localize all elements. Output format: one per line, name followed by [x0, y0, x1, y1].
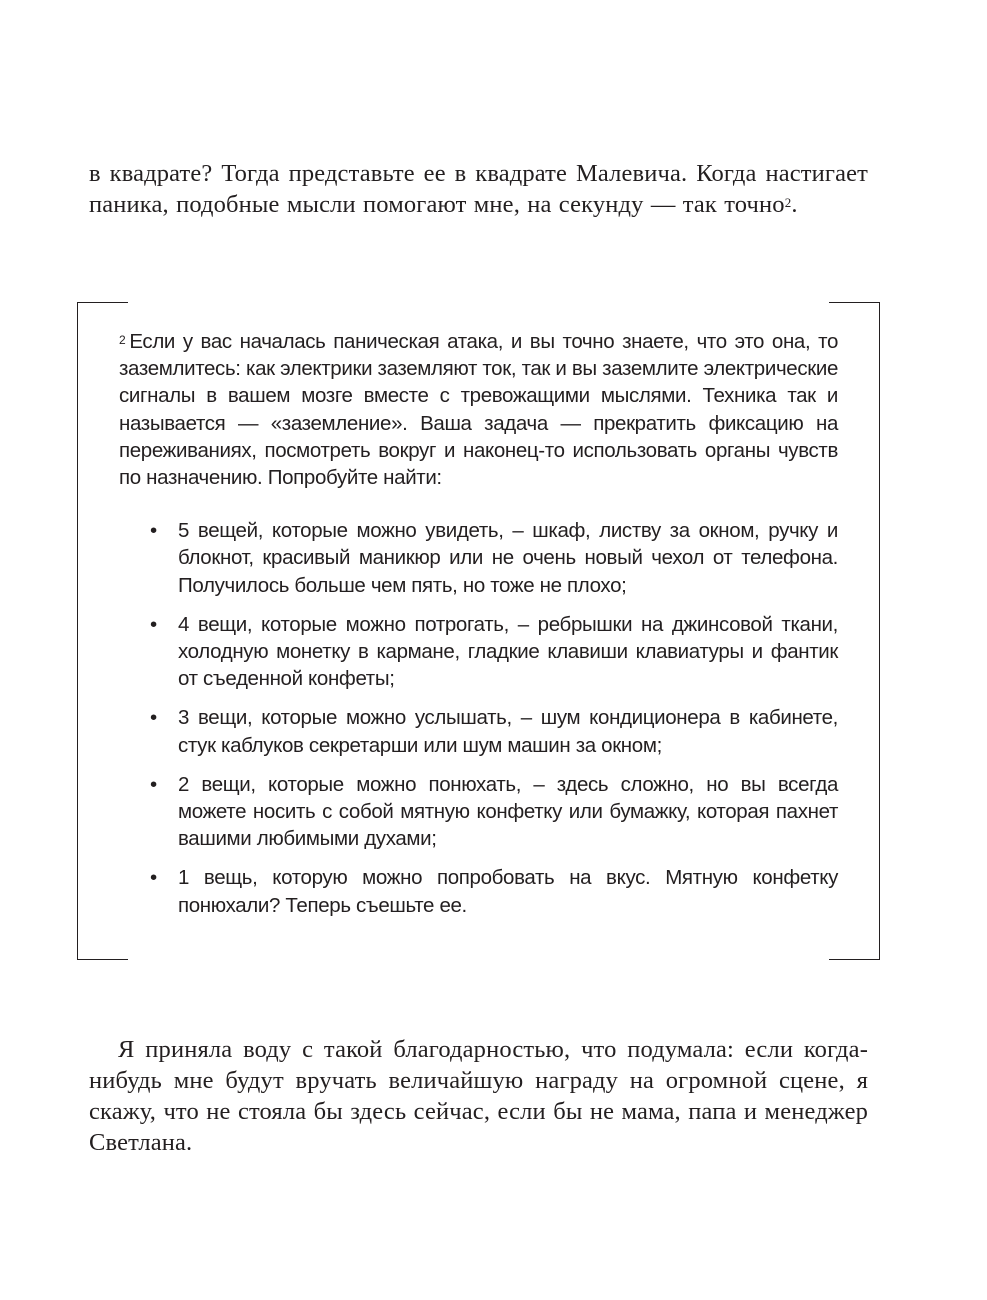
list-item: [119, 611, 838, 693]
footnote-box: [77, 302, 880, 960]
list-item: [119, 864, 838, 918]
list-item: [119, 517, 838, 599]
closing-paragraph: Я приняла воду с такой благодарностью, что подумала: если когда-нибудь мне будут вручать величайшую награду на огромной сцене, я скажу, что не стояла бы здесь сейчас, если бы не мама, папа и менеджер Светлана.: [89, 1036, 868, 1156]
footnote-content: [119, 328, 838, 931]
bullet-icon: •: [150, 706, 157, 730]
senses-list: [119, 517, 838, 919]
list-item-text: 3 вещи, которые можно услышать, – шум кондиционера в кабинете, стук каблуков секретарши или шум машин за окном;: [178, 706, 838, 757]
footnote-reference[interactable]: 2: [784, 195, 792, 210]
footnote-text: Если у вас началась паническая атака, и вы точно знаете, что это она, то заземлитесь: как электрики заземляют ток, так и вы заземлите электрические сигналы в вашем мозге вместе с тревожащими мыслями. Техника так и называется — «заземление». Ваша задача — прекратить фиксацию на переживаниях, посмотреть вокруг и наконец-то использовать органы чувств по назначению. Попробуйте найти:: [119, 330, 838, 490]
list-item-text: 5 вещей, которые можно увидеть, – шкаф, листву за окном, ручку и блокнот, красивый маникюр или не очень новый чехол от телефона. Получилось больше чем пять, но тоже не плохо;: [178, 519, 838, 597]
list-item: [119, 704, 838, 758]
intro-trailing-punctuation: .: [791, 191, 798, 218]
box-side-right: [879, 352, 880, 910]
intro-text: в квадрате? Тогда представьте ее в квадрате Малевича. Когда настигает паника, подобные мысли помогают мне, на секунду — так точно: [89, 160, 868, 218]
list-item-text: 2 вещи, которые можно понюхать, – здесь сложно, но вы всегда можете носить с собой мятную конфетку или бумажку, которая пахнет вашими любимыми духами;: [178, 772, 838, 851]
list-item-text: 1 вещь, которую можно попробовать на вкус. Мятную конфетку понюхали? Теперь съешьте ее.: [178, 866, 838, 917]
bullet-icon: •: [150, 519, 157, 543]
bullet-icon: •: [150, 866, 157, 890]
box-side-left: [77, 352, 78, 910]
footnote-paragraph: [119, 328, 838, 491]
list-item: [119, 771, 838, 853]
list-item-text: 4 вещи, которые можно потрогать, – ребрышки на джинсовой ткани, холодную монетку в кармане, гладкие клавиши клавиатуры и фантик от съеденной конфеты;: [178, 612, 838, 691]
bullet-icon: •: [150, 612, 157, 636]
footnote-mark: 2: [119, 333, 126, 347]
intro-paragraph: [89, 158, 868, 220]
bullet-icon: •: [150, 772, 157, 796]
